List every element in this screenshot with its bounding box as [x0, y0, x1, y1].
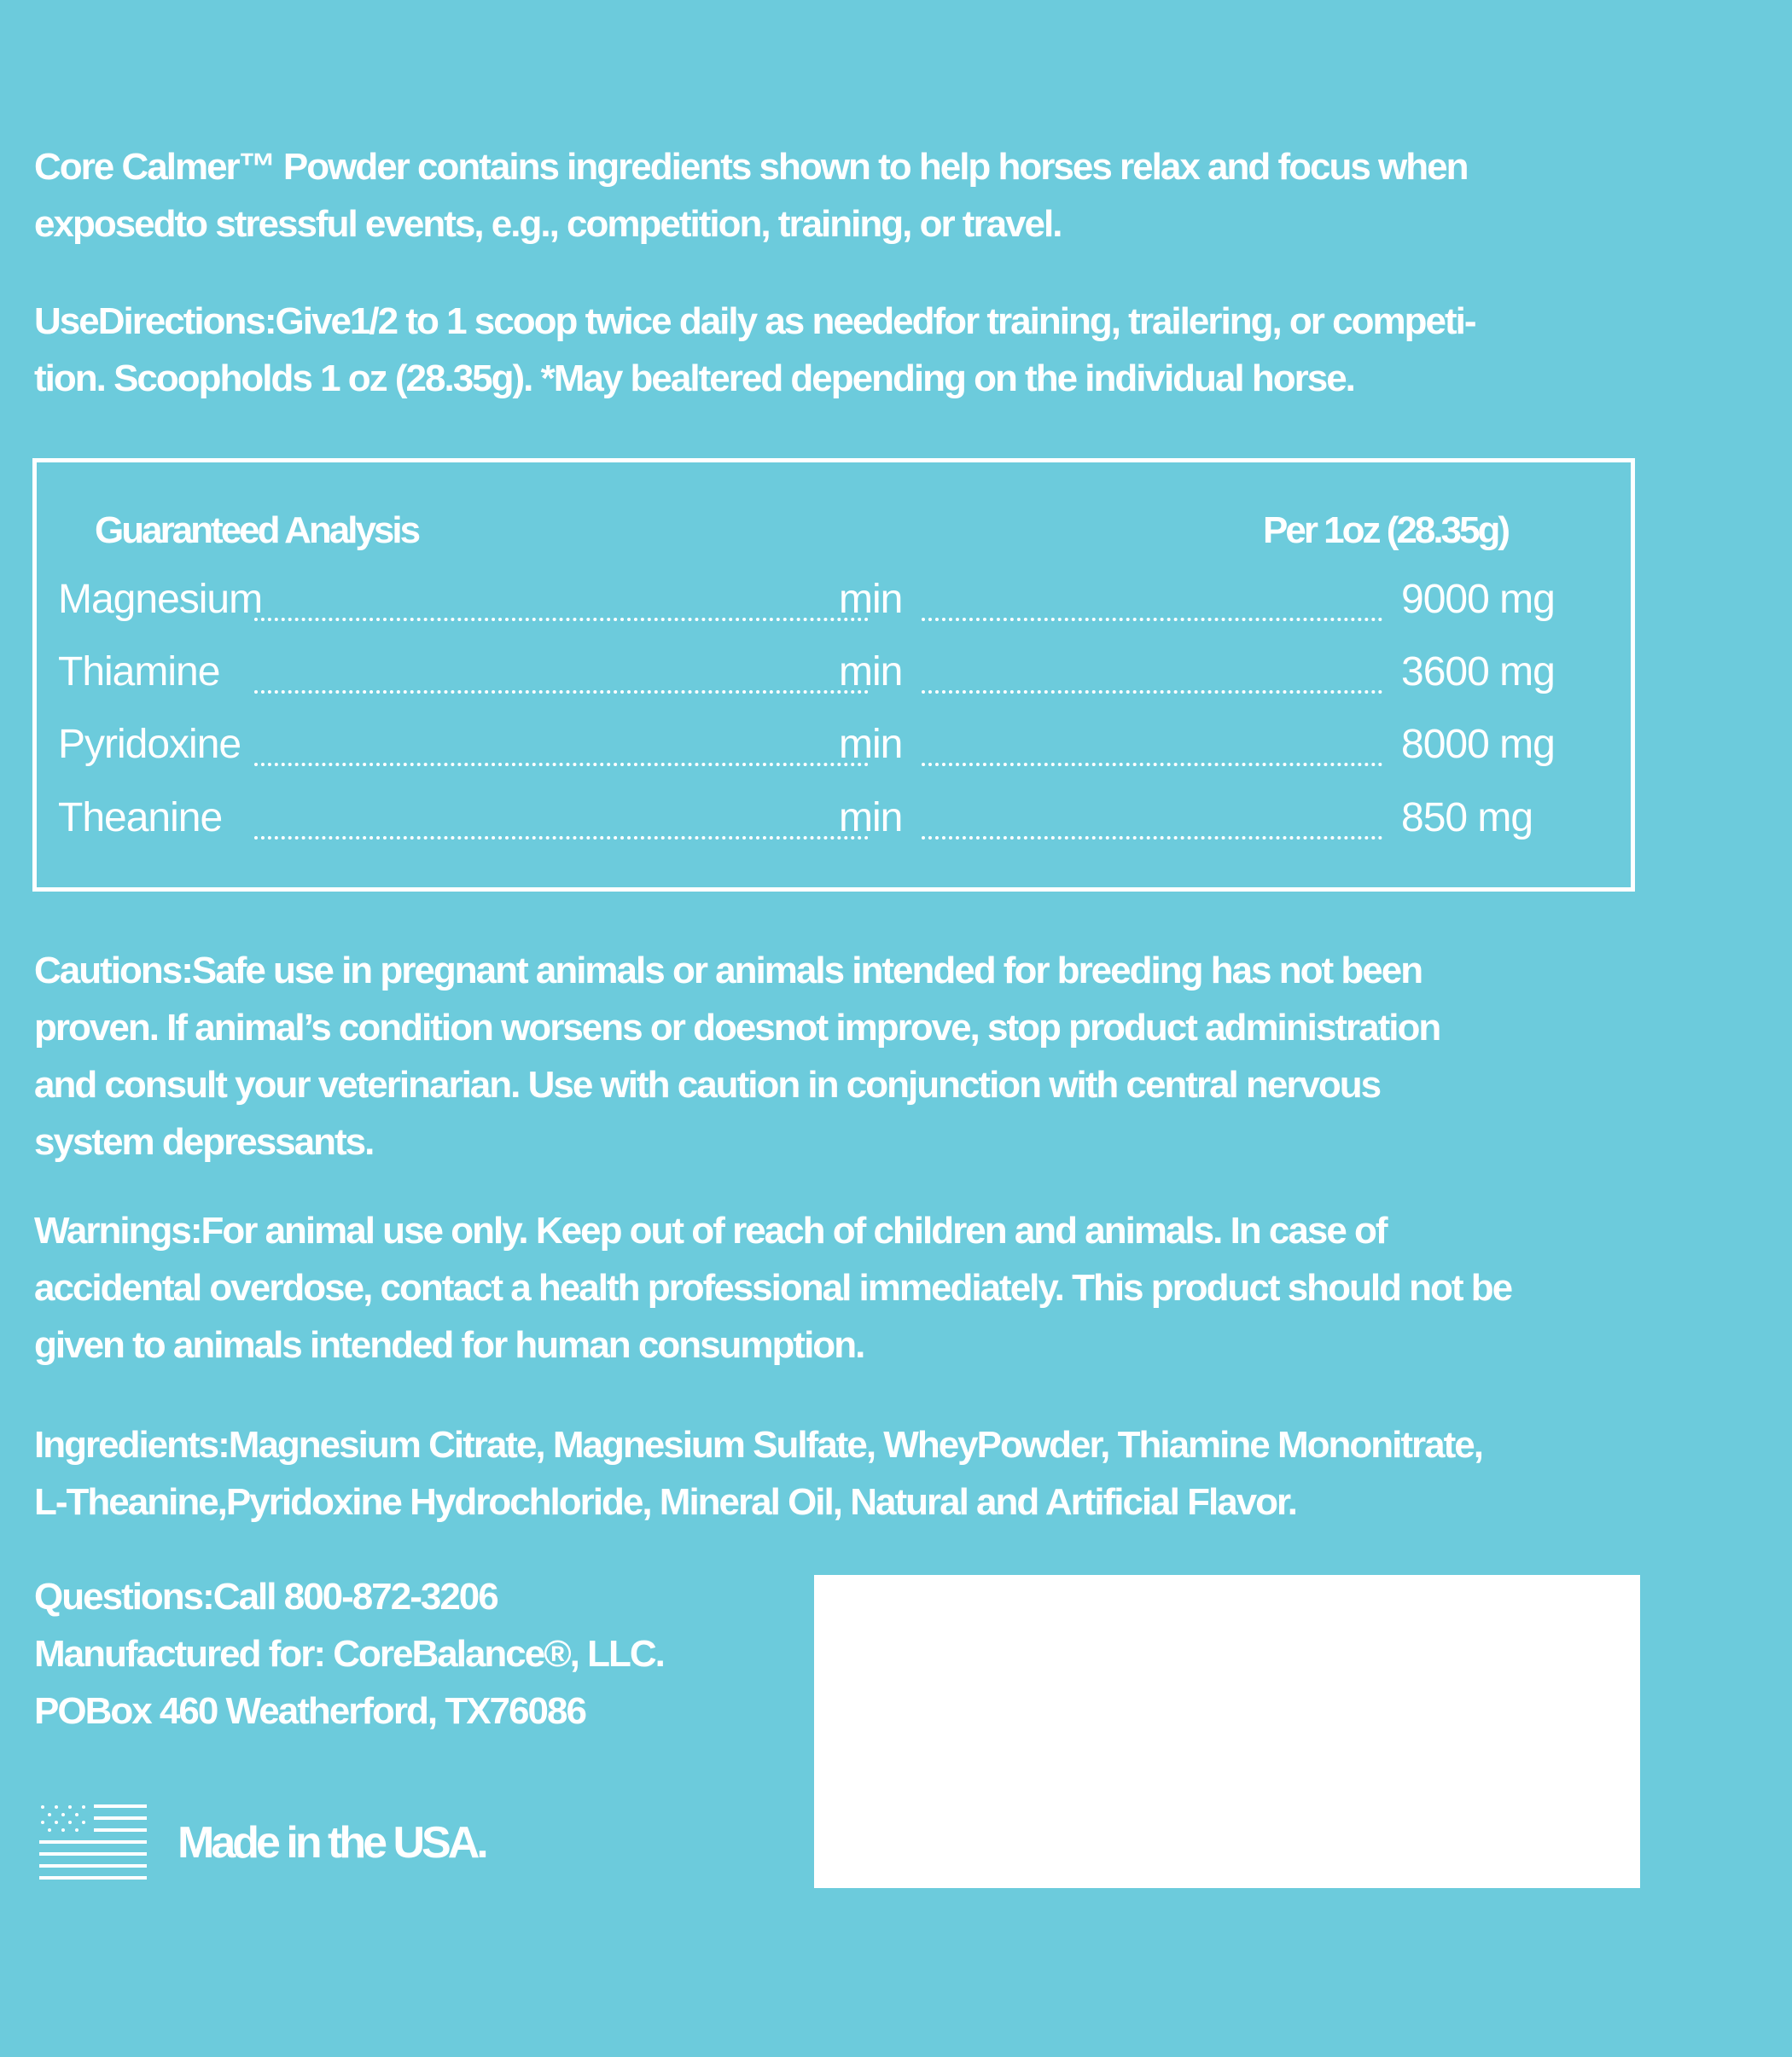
analysis-row — [58, 642, 1568, 702]
cautions-line: proven. If animal’s condition worsens or doesnot improve, stop product administration — [34, 1007, 1440, 1049]
use-directions-paragraph — [34, 293, 1536, 407]
dot-leader — [254, 833, 869, 840]
cautions-paragraph — [34, 942, 1536, 1171]
nutrient-basis: min — [839, 795, 903, 840]
nutrient-basis: min — [839, 649, 903, 694]
dot-leader — [254, 614, 869, 621]
analysis-title: Guaranteed Analysis — [95, 509, 419, 551]
nutrient-basis: min — [839, 722, 903, 767]
usa-flag-icon — [38, 1802, 148, 1887]
warnings-line: given to animals intended for human consumption. — [34, 1324, 864, 1366]
nutrient-amount: 8000 mg — [1401, 722, 1555, 767]
questions-phone: Questions:Call 800-872-3206 — [34, 1576, 497, 1618]
directions-line: UseDirections:Give1/2 to 1 scoop twice daily as neededfor training, trailering, or competi- — [34, 300, 1475, 342]
nutrient-name: Thiamine — [58, 649, 220, 694]
ingredients-line: Ingredients:Magnesium Citrate, Magnesium Sulfate, WheyPowder, Thiamine Mononitrate, — [34, 1424, 1482, 1466]
made-in-usa-label: Made in the USA. — [177, 1818, 486, 1868]
analysis-per-label: Per 1oz (28.35g) — [1263, 509, 1509, 551]
dot-leader — [254, 687, 869, 694]
nutrient-amount: 9000 mg — [1401, 577, 1555, 622]
cautions-line: system depressants. — [34, 1121, 374, 1163]
nutrient-name: Magnesium — [58, 577, 263, 622]
cautions-line: Cautions:Safe use in pregnant animals or animals intended for breeding has not been — [34, 950, 1423, 991]
cautions-line: and consult your veterinarian. Use with caution in conjunction with central nervous — [34, 1064, 1381, 1106]
warnings-line: Warnings:For animal use only. Keep out of reach of children and animals. In case of — [34, 1210, 1387, 1252]
nutrient-amount: 850 mg — [1401, 795, 1533, 840]
intro-paragraph — [34, 138, 1536, 253]
nutrient-name: Theanine — [58, 795, 223, 840]
nutrient-amount: 3600 mg — [1401, 649, 1555, 694]
ingredients-paragraph — [34, 1416, 1536, 1531]
intro-line: Core Calmer™ Powder contains ingredients shown to help horses relax and focus when — [34, 146, 1468, 188]
dot-leader — [254, 759, 869, 766]
address: POBox 460 Weatherford, TX76086 — [34, 1690, 585, 1732]
warnings-paragraph — [34, 1202, 1536, 1374]
analysis-row — [58, 715, 1568, 775]
manufactured-for: Manufactured for: CoreBalance®, LLC. — [34, 1633, 664, 1675]
nutrient-name: Pyridoxine — [58, 722, 241, 767]
ingredients-line: L-Theanine,Pyridoxine Hydrochloride, Mineral Oil, Natural and Artificial Flavor. — [34, 1481, 1296, 1523]
analysis-row — [58, 570, 1568, 630]
dot-leader — [922, 833, 1382, 840]
dot-leader — [922, 614, 1382, 621]
blank-label-panel — [814, 1575, 1640, 1888]
warnings-line: accidental overdose, contact a health professional immediately. This product should not be — [34, 1267, 1512, 1309]
dot-leader — [922, 687, 1382, 694]
intro-line: exposedto stressful events, e.g., competition, training, or travel. — [34, 203, 1062, 245]
dot-leader — [922, 759, 1382, 766]
directions-line: tion. Scoopholds 1 oz (28.35g). *May bealtered depending on the individual horse. — [34, 357, 1354, 399]
nutrient-basis: min — [839, 577, 903, 622]
analysis-row — [58, 788, 1568, 848]
